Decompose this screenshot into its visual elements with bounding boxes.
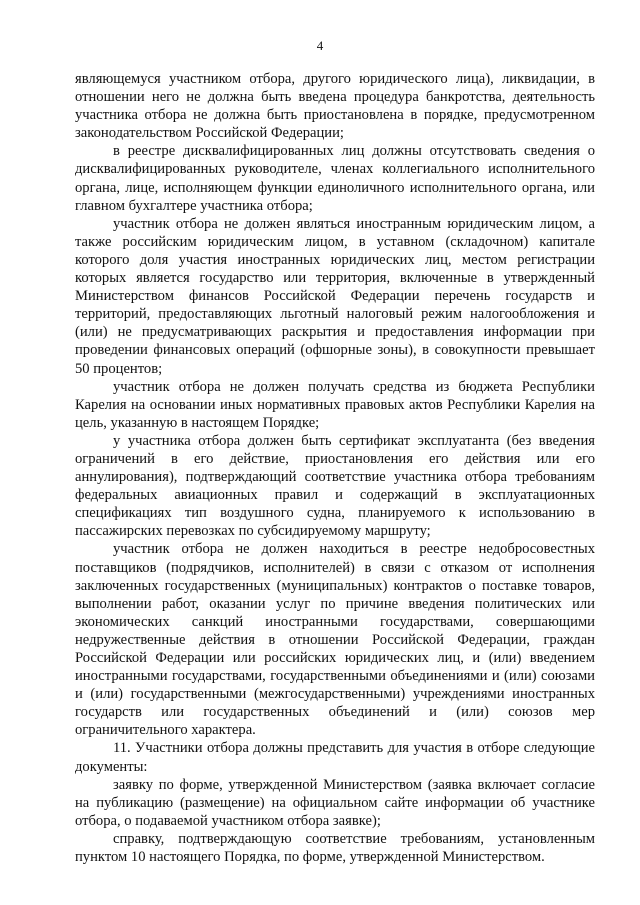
paragraph-liquidation-bankruptcy: являющемуся участником отбора, другого юридического лица), ликвидации, в отношении него не должна быть введена процедура банкротства, деятельность участника отбора не должна быть приостановлена в порядке, предусмотренном законодательством Российской Федерации;: [75, 71, 595, 142]
paragraph-budget-funds: участник отбора не должен получать средства из бюджета Республики Карелия на основании иных нормативных правовых актов Республики Карелия на цель, указанную в настоящем Порядке;: [75, 378, 595, 431]
page-number: 4: [316, 38, 324, 53]
paragraph-operator-certificate: у участника отбора должен быть сертификат эксплуатанта (без введения ограничений в его действие, приостановления его действия или его аннулирования), подтверждающий соответствие участника отбора требованиям федеральных авиационных правил и содержащий в эксплуатационных спецификациях тип воздушного судна, планируемого к использованию в пассажирских перевозках по субсидируемому маршруту;: [75, 432, 595, 540]
document-body: [75, 70, 595, 866]
paragraph-section-11: 11. Участники отбора должны представить для участия в отборе следующие документы:: [75, 740, 595, 775]
paragraph-unreliable-suppliers: участник отбора не должен находиться в реестре недобросовестных поставщиков (подрядчиков, исполнителей) в связи с отказом от исполнения заключенных государственных (муниципальных) контрактов о поставке товаров, выполнении работ, оказании услуг по причине введения политических или экономических санкций иностранными государствами, совершающими недружественные действия в отношении Российской Федерации, граждан Российской Федерации или российских юридических лиц, и (или) введением иностранными государствами, государственными объединениями и (или) союзами и (или) государственными (межгосударственными) учреждениями иностранных государств или государственных объединений и (или) союзов мер ограничительного характера.: [75, 541, 595, 739]
paragraph-compliance-certificate: справку, подтверждающую соответствие требованиям, установленным пунктом 10 настоящего Порядка, по форме, утвержденной Министерством.: [75, 830, 595, 866]
paragraph-application-form: заявку по форме, утвержденной Министерством (заявка включает согласие на публикацию (размещение) на официальном сайте информации об участнике отбора, о подаваемой участником отбора заявке);: [75, 776, 595, 829]
paragraph-disqualified-persons: в реестре дисквалифицированных лиц должны отсутствовать сведения о дисквалифицированных руководителе, членах коллегиального исполнительного органа, лице, исполняющем функции единоличного исполнительного органа, или главном бухгалтере участника отбора;: [75, 143, 595, 214]
paragraph-foreign-entity: участник отбора не должен являться иностранным юридическим лицом, а также российским юридическим лицом, в уставном (складочном) капитале которого доля участия иностранных юридических лиц, местом регистрации которых является государство или территория, включенные в утвержденный Министерством финансов Российской Федерации перечень государств и территорий, предоставляющих льготный налоговый режим налогообложения и (или) не предусматривающих раскрытия и предоставления информации при проведении финансовых операций (офшорные зоны), в совокупности превышает 50 процентов;: [75, 215, 595, 377]
